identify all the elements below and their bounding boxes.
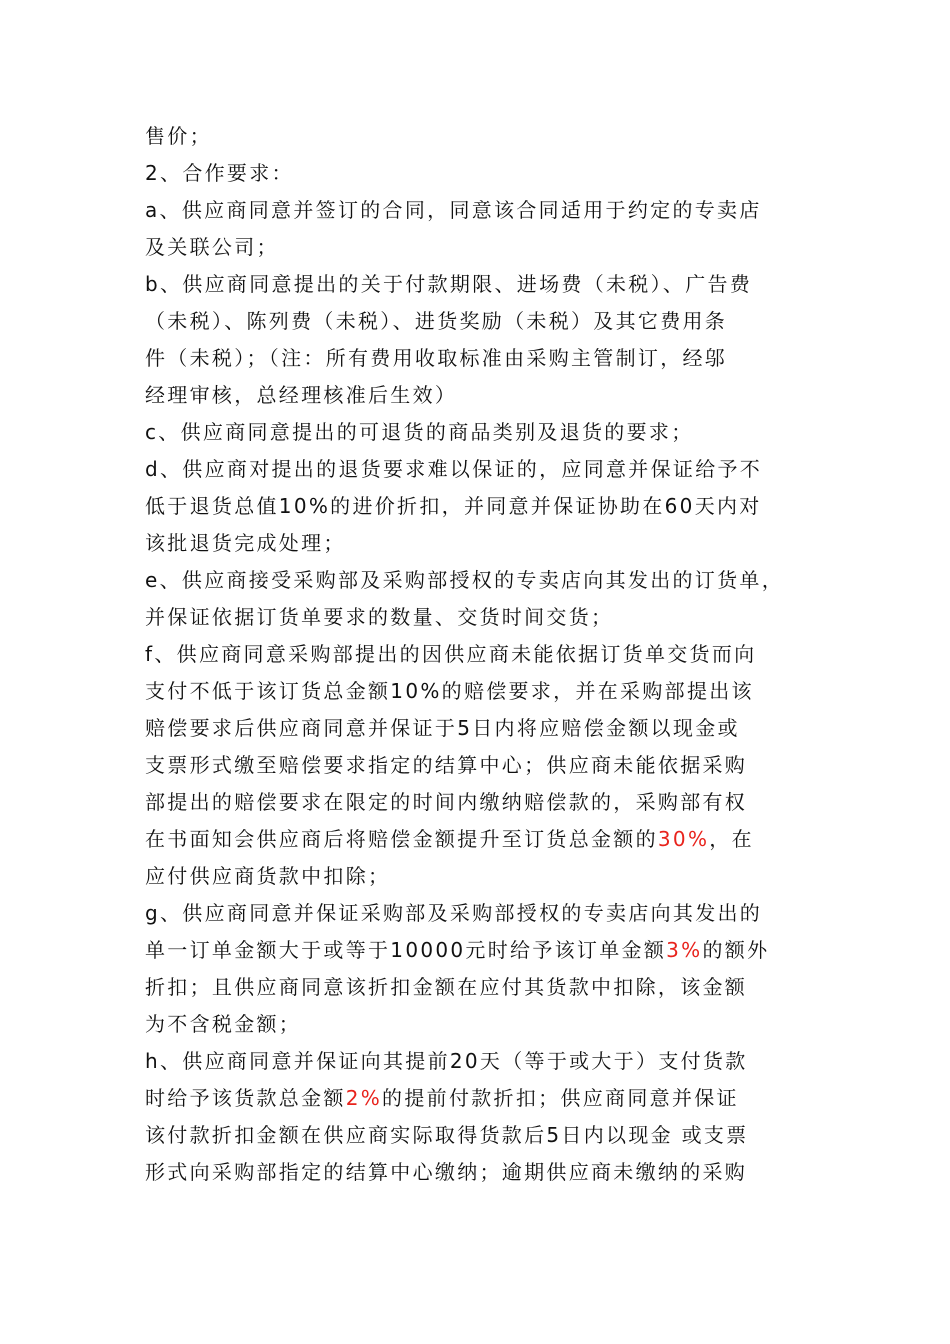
text-line <box>145 599 825 636</box>
text-line <box>145 303 825 340</box>
text-line <box>145 1154 825 1191</box>
text-segment: b、供应商同意提出的关于付款期限、进场费（未税）、广告费 <box>145 272 753 296</box>
text-segment: d、供应商对提出的退货要求难以保证的，应同意并保证给予不 <box>145 457 763 481</box>
text-line <box>145 340 825 377</box>
highlighted-percentage: 2% <box>345 1086 383 1110</box>
text-segment: （未税）、陈列费（未税）、进货奖励（未税）及其它费用条 <box>145 309 728 333</box>
text-segment: a、供应商同意并签订的合同，同意该合同适用于约定的专卖店 <box>145 198 762 222</box>
text-line <box>145 525 825 562</box>
text-segment: ，在 <box>709 827 754 851</box>
text-line <box>145 118 825 155</box>
text-line <box>145 932 825 969</box>
text-line <box>145 377 825 414</box>
text-segment: 单一订单金额大于或等于10000元时给予该订单金额 <box>145 938 667 962</box>
text-segment: 时给予该货款总金额 <box>145 1086 346 1110</box>
text-segment: 形式向采购部指定的结算中心缴纳；逾期供应商未缴纳的采购 <box>145 1160 748 1184</box>
highlighted-percentage: 30% <box>657 827 710 851</box>
text-line <box>145 821 825 858</box>
text-line <box>145 636 825 673</box>
text-segment: h、供应商同意并保证向其提前20天（等于或大于）支付货款 <box>145 1049 748 1073</box>
text-segment: 为不含税金额； <box>145 1012 302 1036</box>
text-segment: g、供应商同意并保证采购部及采购部授权的专卖店向其发出的 <box>145 901 763 925</box>
text-segment: 2、合作要求： <box>145 161 294 185</box>
text-line <box>145 229 825 266</box>
text-segment: 经理审核，总经理核准后生效） <box>145 383 458 407</box>
text-line <box>145 1080 825 1117</box>
text-segment: 售价； <box>145 124 212 148</box>
text-segment: 的额外 <box>702 938 770 962</box>
text-segment: 该批退货完成处理； <box>145 531 346 555</box>
text-segment: 支票形式缴至赔偿要求指定的结算中心；供应商未能依据采购 <box>145 753 748 777</box>
text-line <box>145 895 825 932</box>
text-segment: e、供应商接受采购部及采购部授权的专卖店向其发出的订货单， <box>145 568 785 592</box>
text-line <box>145 858 825 895</box>
text-segment: 低于退货总值10%的进价折扣，并同意并保证协助在60天内对 <box>145 494 762 518</box>
text-line <box>145 673 825 710</box>
text-segment: 支付不低于该订货总金额10%的赔偿要求，并在采购部提出该 <box>145 679 754 703</box>
text-segment: 部提出的赔偿要求在限定的时间内缴纳赔偿款的，采购部有权 <box>145 790 748 814</box>
text-line <box>145 784 825 821</box>
text-line <box>145 1117 825 1154</box>
text-segment: 赔偿要求后供应商同意并保证于5日内将应赔偿金额以现金或 <box>145 716 740 740</box>
text-segment: 折扣；且供应商同意该折扣金额在应付其货款中扣除，该金额 <box>145 975 748 999</box>
text-line <box>145 710 825 747</box>
text-segment: 件（未税）；（注：所有费用收取标准由采购主管制订，经邬 <box>145 346 728 370</box>
text-line <box>145 1006 825 1043</box>
text-line <box>145 1043 825 1080</box>
text-line <box>145 266 825 303</box>
text-line <box>145 155 825 192</box>
text-segment: 应付供应商货款中扣除； <box>145 864 391 888</box>
text-line <box>145 747 825 784</box>
text-segment: c、供应商同意提出的可退货的商品类别及退货的要求； <box>145 420 694 444</box>
text-segment: 在书面知会供应商后将赔偿金额提升至订货总金额的 <box>145 827 658 851</box>
document-body <box>145 118 825 1191</box>
text-line <box>145 414 825 451</box>
text-segment: 该付款折扣金额在供应商实际取得货款后5日内以现金 或支票 <box>145 1123 749 1147</box>
text-segment: 及关联公司； <box>145 235 279 259</box>
text-line <box>145 562 825 599</box>
text-line <box>145 969 825 1006</box>
text-segment: 并保证依据订货单要求的数量、交货时间交货； <box>145 605 614 629</box>
text-line <box>145 192 825 229</box>
text-segment: 的提前付款折扣；供应商同意并保证 <box>382 1086 739 1110</box>
text-segment: f、供应商同意采购部提出的因供应商未能依据订货单交货而向 <box>145 642 757 666</box>
text-line <box>145 451 825 488</box>
text-line <box>145 488 825 525</box>
highlighted-percentage: 3% <box>666 938 703 962</box>
